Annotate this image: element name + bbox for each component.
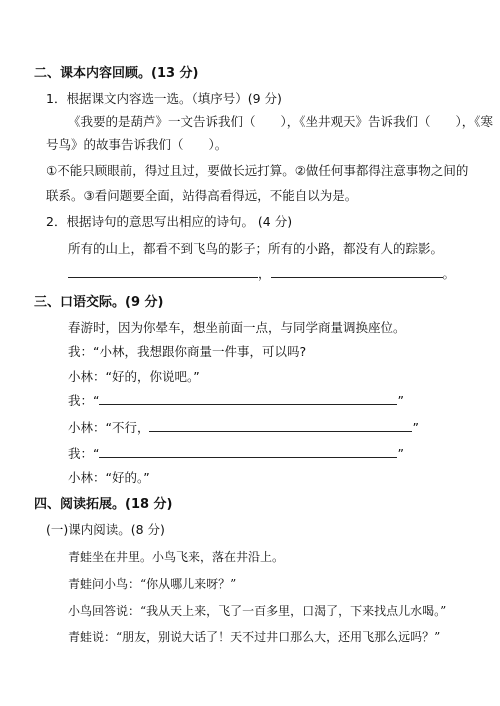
question-1-options-line-1: ①不能只顾眼前，得过且过，要做长远打算。②做任何事都得注意事物之间的 (46, 163, 469, 178)
dialogue-lin-2-prefix: 小林：“不行， (68, 420, 150, 435)
dialogue-lin-1: 小林：“好的，你说吧。” (68, 369, 200, 384)
reading-paragraph-2: 青蛙问小鸟：“你从哪儿来呀？” (68, 577, 237, 591)
section-3-heading: 三、口语交际。(9 分) (34, 295, 164, 310)
question-1-title: 1．根据课文内容选一选。（填序号）(9 分) (46, 91, 282, 106)
dialogue-me-2 (68, 392, 404, 409)
dialogue-blank-1[interactable] (99, 392, 397, 405)
close-quote: ” (412, 420, 419, 435)
dialogue-blank-2[interactable] (149, 419, 412, 432)
dialogue-lin-3: 小林：“好的。” (68, 470, 150, 485)
reading-paragraph-4: 青蛙说：“朋友，别说大话了！天不过井口那么大，还用飞那么远吗？” (68, 630, 441, 644)
dialogue-me-2-prefix: 我：“ (68, 393, 100, 408)
poem-blank-1[interactable] (68, 265, 258, 278)
dialogue-me-3-prefix: 我：“ (68, 446, 100, 461)
reading-paragraph-3: 小鸟回答说：“我从天上来，飞了一百多里，口渴了，下来找点儿水喝。” (68, 604, 447, 618)
question-2-title: 2．根据诗句的意思写出相应的诗句。 (4 分) (46, 214, 293, 229)
section-2-heading: 二、课本内容回顾。(13 分) (34, 66, 199, 81)
close-quote: ” (397, 393, 404, 408)
close-quote: ” (397, 446, 404, 461)
question-2-answer-line (68, 265, 455, 282)
dialogue-me-3 (68, 445, 404, 462)
dialogue-lin-2 (68, 419, 419, 436)
reading-paragraph-1: 青蛙坐在井里。小鸟飞来，落在井沿上。 (68, 550, 285, 564)
dialogue-me-1: 我：“小林，我想跟你商量一件事，可以吗? (68, 344, 307, 359)
question-1-options-line-2: 联系。③看问题要全面，站得高看得远，不能自以为是。 (46, 188, 358, 203)
question-2-meaning: 所有的山上，都看不到飞鸟的影子；所有的小路，都没有人的踪影。 (68, 241, 444, 256)
poem-blank-2[interactable] (271, 265, 443, 278)
question-1-line-2: 号鸟》的故事告诉我们（ ）。 (46, 137, 228, 152)
poem-comma: ， (258, 266, 271, 281)
section-4-heading: 四、阅读拓展。(18 分) (34, 497, 173, 512)
dialogue-scene: 春游时，因为你晕车，想坐前面一点，与同学商量调换座位。 (68, 320, 406, 335)
reading-part-1-title: (一)课内阅读。(8 分) (46, 522, 165, 537)
dialogue-blank-3[interactable] (99, 445, 397, 458)
question-1-line-1: 《我要的是葫芦》一文告诉我们（ ），《坐井观天》告诉我们（ ），《寒 (68, 114, 494, 129)
poem-period: 。 (442, 266, 456, 281)
